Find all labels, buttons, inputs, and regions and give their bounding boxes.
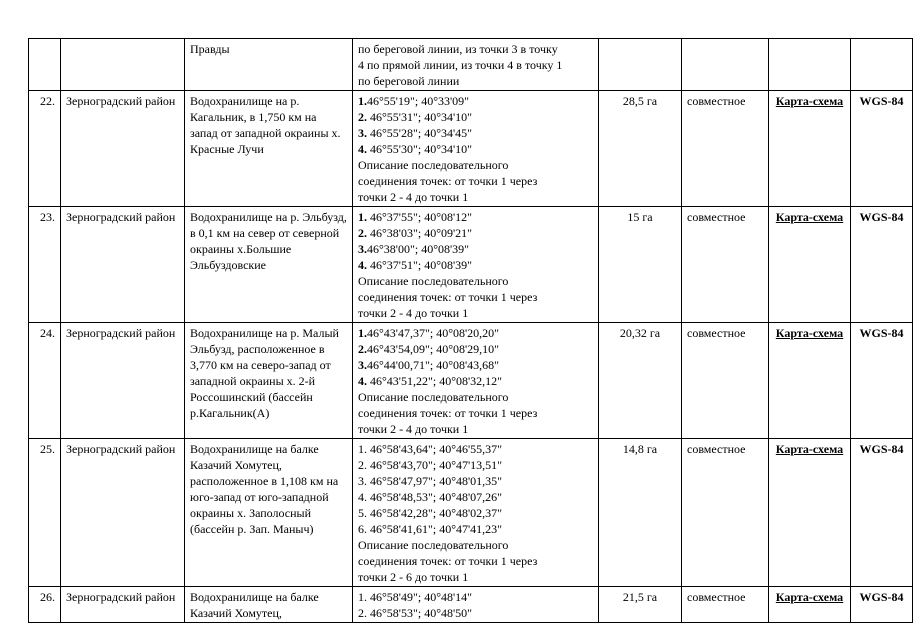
coordinate-point (358, 457, 593, 473)
point-value: 46°37'51"; 40°08'39" (367, 258, 473, 272)
coordinate-point (358, 225, 593, 241)
point-number: 2. (358, 110, 367, 124)
cell-coordinates (353, 439, 599, 587)
table-body (29, 39, 913, 623)
point-value: 46°58'47,97"; 40°48'01,35" (367, 474, 503, 488)
point-number: 1. (358, 590, 367, 604)
table-row (29, 91, 913, 207)
coords-line: 4 по прямой линии, из точки 4 в точку 1 (358, 58, 563, 72)
point-number: 3. (358, 242, 367, 256)
cell-use: совместное (682, 439, 769, 587)
point-value: 46°58'43,64"; 40°46'55,37" (367, 442, 503, 456)
cell-district (61, 39, 185, 91)
document-page (28, 38, 913, 623)
connection-text: соединения точек: от точки 1 через (358, 174, 538, 188)
point-number: 3. (358, 358, 367, 372)
cell-num: 22. (29, 91, 61, 207)
connection-text: Описание последовательного (358, 158, 509, 172)
point-value: 46°37'55"; 40°08'12" (367, 210, 473, 224)
connection-text: точки 2 - 4 до точки 1 (358, 190, 469, 204)
point-value: 46°38'00"; 40°08'39" (367, 242, 470, 256)
point-value: 46°55'30"; 40°34'10" (367, 142, 473, 156)
table-row (29, 207, 913, 323)
point-value: 46°58'41,61"; 40°47'41,23" (367, 522, 503, 536)
coordinate-point (358, 109, 593, 125)
cell-district: Зерноградский район (61, 323, 185, 439)
point-value: 46°55'19"; 40°33'09" (367, 94, 470, 108)
cell-coordinates (353, 587, 599, 623)
connection-text: Описание последовательного (358, 274, 509, 288)
cell-crs: WGS-84 (851, 91, 913, 207)
cell-area: 15 га (599, 207, 682, 323)
coordinate-point (358, 521, 593, 537)
table-row (29, 439, 913, 587)
point-value: 46°55'31"; 40°34'10" (367, 110, 473, 124)
cell-crs: WGS-84 (851, 587, 913, 623)
point-number: 1. (358, 326, 367, 340)
connection-text: Описание последовательного (358, 390, 509, 404)
coordinate-point (358, 441, 593, 457)
table-row-continuation (29, 39, 913, 91)
point-value: 46°58'42,28"; 40°48'02,37" (367, 506, 503, 520)
cell-crs: WGS-84 (851, 323, 913, 439)
point-value: 46°58'53"; 40°48'50" (367, 606, 473, 620)
coords-line: по береговой линии, из точки 3 в точку (358, 42, 558, 56)
table-row (29, 587, 913, 623)
connection-text: точки 2 - 4 до точки 1 (358, 306, 469, 320)
coords-line: по береговой линии (358, 74, 460, 88)
point-number: 4. (358, 258, 367, 272)
cell-district: Зерноградский район (61, 439, 185, 587)
cell-district: Зерноградский район (61, 587, 185, 623)
cell-use: совместное (682, 207, 769, 323)
cell-num: 26. (29, 587, 61, 623)
water-bodies-table (28, 38, 913, 623)
coordinate-point (358, 589, 593, 605)
point-value: 46°58'49"; 40°48'14" (367, 590, 473, 604)
point-value: 46°44'00,71"; 40°08'43,68" (367, 358, 500, 372)
cell-coordinates (353, 91, 599, 207)
connection-text: соединения точек: от точки 1 через (358, 554, 538, 568)
cell-coordinates (353, 323, 599, 439)
map-scheme-link[interactable]: Карта-схема (769, 207, 851, 323)
coordinate-point (358, 357, 593, 373)
cell-num: 23. (29, 207, 61, 323)
point-number: 2. (358, 606, 367, 620)
coordinate-point (358, 125, 593, 141)
cell-crs (851, 39, 913, 91)
point-number: 2. (358, 458, 367, 472)
coordinate-point (358, 341, 593, 357)
point-value: 46°43'51,22"; 40°08'32,12" (367, 374, 503, 388)
point-number: 1. (358, 210, 367, 224)
cell-area: 21,5 га (599, 587, 682, 623)
cell-district: Зерноградский район (61, 91, 185, 207)
point-number: 5. (358, 506, 367, 520)
point-value: 46°43'54,09"; 40°08'29,10" (367, 342, 500, 356)
point-value: 46°43'47,37"; 40°08'20,20" (367, 326, 500, 340)
point-number: 1. (358, 94, 367, 108)
connection-text: точки 2 - 6 до точки 1 (358, 570, 469, 584)
cell-district: Зерноградский район (61, 207, 185, 323)
table-row (29, 323, 913, 439)
cell-area: 20,32 га (599, 323, 682, 439)
coordinate-point (358, 209, 593, 225)
connection-text: соединения точек: от точки 1 через (358, 406, 538, 420)
point-value: 46°55'28"; 40°34'45" (367, 126, 473, 140)
cell-description: Водохранилище на р. Эльбузд, в 0,1 км на север от северной окраины х.Большие Эльбуздовские (185, 207, 353, 323)
map-scheme-link[interactable]: Карта-схема (769, 91, 851, 207)
cell-use (682, 39, 769, 91)
cell-coordinates (353, 39, 599, 91)
point-number: 2. (358, 226, 367, 240)
cell-description: Водохранилище на балке Казачий Хомутец, (185, 587, 353, 623)
coordinate-point (358, 473, 593, 489)
cell-use: совместное (682, 587, 769, 623)
point-value: 46°58'48,53"; 40°48'07,26" (367, 490, 503, 504)
cell-crs: WGS-84 (851, 207, 913, 323)
cell-area: 14,8 га (599, 439, 682, 587)
point-number: 3. (358, 474, 367, 488)
cell-use: совместное (682, 91, 769, 207)
coordinate-point (358, 373, 593, 389)
coordinate-point (358, 489, 593, 505)
connection-text: точки 2 - 4 до точки 1 (358, 422, 469, 436)
map-scheme-link[interactable]: Карта-схема (769, 323, 851, 439)
cell-use: совместное (682, 323, 769, 439)
point-number: 4. (358, 142, 367, 156)
point-value: 46°58'43,70"; 40°47'13,51" (367, 458, 503, 472)
cell-num (29, 39, 61, 91)
coordinate-point (358, 605, 593, 621)
point-number: 6. (358, 522, 367, 536)
coordinate-point (358, 505, 593, 521)
cell-map-link (769, 39, 851, 91)
coordinate-point (358, 257, 593, 273)
cell-num: 24. (29, 323, 61, 439)
map-scheme-link[interactable]: Карта-схема (769, 587, 851, 623)
cell-description: Водохранилище на р. Малый Эльбузд, расположенное в 3,770 км на северо-запад от западной окраины х. 2-й Россошинский (бассейн р.Кагальник(А) (185, 323, 353, 439)
cell-description: Водохранилище на балке Казачий Хомутец, расположенное в 1,108 км на юго-запад от юго-западной окраины х. Заполосный (бассейн р. Зап. Маныч) (185, 439, 353, 587)
cell-num: 25. (29, 439, 61, 587)
coordinate-point (358, 325, 593, 341)
point-number: 4. (358, 374, 367, 388)
cell-coordinates (353, 207, 599, 323)
point-number: 1. (358, 442, 367, 456)
coordinate-point (358, 241, 593, 257)
coordinate-point (358, 141, 593, 157)
cell-area (599, 39, 682, 91)
coordinate-point (358, 93, 593, 109)
cell-description: Правды (185, 39, 353, 91)
connection-text: соединения точек: от точки 1 через (358, 290, 538, 304)
point-number: 3. (358, 126, 367, 140)
map-scheme-link[interactable]: Карта-схема (769, 439, 851, 587)
cell-area: 28,5 га (599, 91, 682, 207)
point-number: 4. (358, 490, 367, 504)
point-value: 46°38'03"; 40°09'21" (367, 226, 473, 240)
cell-description: Водохранилище на р. Кагальник, в 1,750 км на запад от западной окраины х. Красные Лучи (185, 91, 353, 207)
point-number: 2. (358, 342, 367, 356)
cell-crs: WGS-84 (851, 439, 913, 587)
connection-text: Описание последовательного (358, 538, 509, 552)
